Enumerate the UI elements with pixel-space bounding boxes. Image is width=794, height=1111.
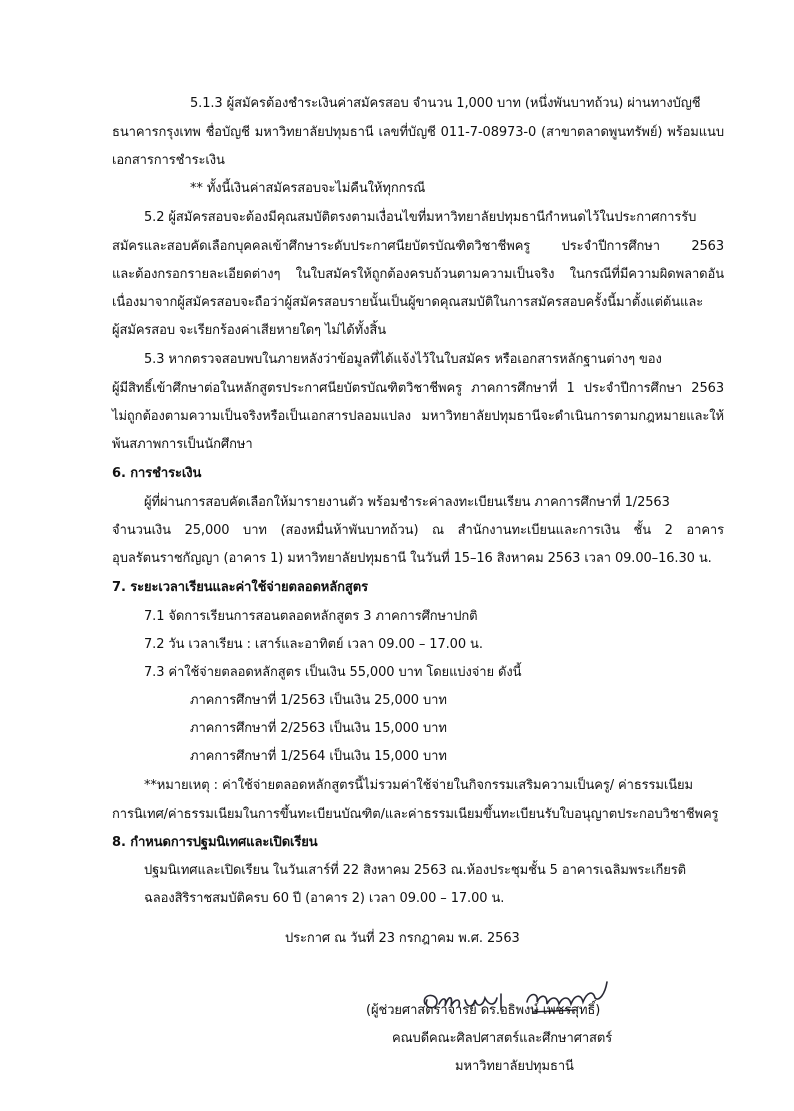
sec7-remark-line1: **หมายเหตุ : ค่าใช้จ่ายตลอดหลักสูตรนี้ไม่รวมค่าใช้จ่ายในกิจกรรมเสริมความเป็นครู/ ค่าธรรมเนียม (144, 778, 694, 793)
sec5-2-line3: และต้องกรอกรายละเอียดต่างๆ ในใบสมัครให้ถูกต้องครบถ้วนตามความเป็นจริง ในกรณีที่มีความผิดพลาดอัน (112, 267, 724, 282)
signer-position: คณบดีคณะศิลปศาสตร์และศึกษาศาสตร์ (392, 1031, 613, 1046)
signer-name: (ผู้ช่วยศาสตราจารย์ ดร.อธิพงษ์ เพชรสุทธิ์) (366, 1003, 601, 1018)
sec6-heading: 6. การชำระเงิน (112, 466, 202, 481)
sec5-3-line1: 5.3 หากตรวจสอบพบในภายหลังว่าข้อมูลที่ได้แจ้งไว้ในใบสมัคร หรือเอกสารหลักฐานต่างๆ ของ (144, 352, 662, 367)
sec5-3-line4: พ้นสภาพการเป็นนักศึกษา (112, 437, 253, 452)
sec6-line2: จำนวนเงิน 25,000 บาท (สองหมื่นห้าพันบาทถ้วน) ณ สำนักงานทะเบียนและการเงิน ชั้น 2 อาคาร (112, 523, 724, 538)
sec7-heading: 7. ระยะเวลาเรียนและค่าใช้จ่ายตลอดหลักสูตร (112, 580, 368, 595)
sec5-1-3-note: ** ทั้งนี้เงินค่าสมัครสอบจะไม่คืนให้ทุกกรณี (190, 181, 426, 196)
sec5-2-line5: ผู้สมัครสอบ จะเรียกร้องค่าเสียหายใดๆ ไม่ได้ทั้งสิ้น (112, 323, 386, 338)
sec7-remark-line2: การนิเทศ/ค่าธรรมเนียมในการขึ้นทะเบียนบัณฑิต/และค่าธรรมเนียมขึ้นทะเบียนรับใบอนุญาตประกอบวิชาชีพครู (112, 807, 719, 822)
sec7-item2: 7.2 วัน เวลาเรียน : เสาร์และอาทิตย์ เวลา 09.00 – 17.00 น. (144, 637, 483, 652)
sec7-term3: ภาคการศึกษาที่ 1/2564 เป็นเงิน 15,000 บาท (190, 749, 447, 764)
sec5-3-line3: ไม่ถูกต้องตามความเป็นจริงหรือเป็นเอกสารปลอมแปลง มหาวิทยาลัยปทุมธานีจะดำเนินการตามกฎหมายและให้ (112, 409, 724, 424)
signer-university: มหาวิทยาลัยปทุมธานี (455, 1059, 574, 1074)
sec8-line1: ปฐมนิเทศและเปิดเรียน ในวันเสาร์ที่ 22 สิงหาคม 2563 ณ.ห้องประชุมชั้น 5 อาคารเฉลิมพระเกียรติ (144, 863, 686, 878)
sec8-line2: ฉลองสิริราชสมบัติครบ 60 ปี (อาคาร 2) เวลา 09.00 – 17.00 น. (144, 891, 505, 906)
sec6-line1: ผู้ที่ผ่านการสอบคัดเลือกให้มารายงานตัว พร้อมชำระค่าลงทะเบียนเรียน ภาคการศึกษาที่ 1/2563 (144, 495, 670, 510)
sec5-3-line2: ผู้มีสิทธิ์เข้าศึกษาต่อในหลักสูตรประกาศนียบัตรบัณฑิตวิชาชีพครู ภาคการศึกษาที่ 1 ประจำปีการศึกษา 2563 (112, 381, 724, 396)
sec5-2-line4: เนื่องมาจากผู้สมัครสอบจะถือว่าผู้สมัครสอบรายนั้นเป็นผู้ขาดคุณสมบัติในการสมัครสอบครั้งนี้มาตั้งแต่ต้นและ (112, 295, 704, 310)
announcement-date: ประกาศ ณ วันที่ 23 กรกฎาคม พ.ศ. 2563 (285, 931, 520, 946)
sec5-2-line2: สมัครและสอบคัดเลือกบุคคลเข้าศึกษาระดับประกาศนียบัตรบัณฑิตวิชาชีพครู ประจำปีการศึกษา 2563 (112, 239, 724, 254)
sec7-item3: 7.3 ค่าใช้จ่ายตลอดหลักสูตร เป็นเงิน 55,000 บาท โดยแบ่งจ่าย ดังนี้ (144, 665, 522, 680)
sec8-heading: 8. กำหนดการปฐมนิเทศและเปิดเรียน (112, 835, 318, 850)
sec7-term2: ภาคการศึกษาที่ 2/2563 เป็นเงิน 15,000 บาท (190, 721, 447, 736)
sec7-item1: 7.1 จัดการเรียนการสอนตลอดหลักสูตร 3 ภาคการศึกษาปกติ (144, 609, 478, 624)
sec6-line3: อุบลรัตนราชกัญญา (อาคาร 1) มหาวิทยาลัยปทุมธานี ในวันที่ 15–16 สิงหาคม 2563 เวลา 09.00–16.30 น. (112, 551, 712, 566)
sec5-2-line1: 5.2 ผู้สมัครสอบจะต้องมีคุณสมบัติตรงตามเงื่อนไขที่มหาวิทยาลัยปทุมธานีกำหนดไว้ในประกาศการรับ (144, 210, 697, 225)
sec7-term1: ภาคการศึกษาที่ 1/2563 เป็นเงิน 25,000 บาท (190, 693, 447, 708)
sec5-1-3-line1: 5.1.3 ผู้สมัครต้องชำระเงินค่าสมัครสอบ จำนวน 1,000 บาท (หนึ่งพันบาทถ้วน) ผ่านทางบัญชี (190, 96, 701, 111)
sec5-1-3-line2: ธนาคารกรุงเทพ ชื่อบัญชี มหาวิทยาลัยปทุมธานี เลขที่บัญชี 011-7-08973-0 (สาขาตลาดพูนทรัพย์) พร้อมแนบ (112, 125, 724, 140)
sec5-1-3-line3: เอกสารการชำระเงิน (112, 153, 225, 168)
